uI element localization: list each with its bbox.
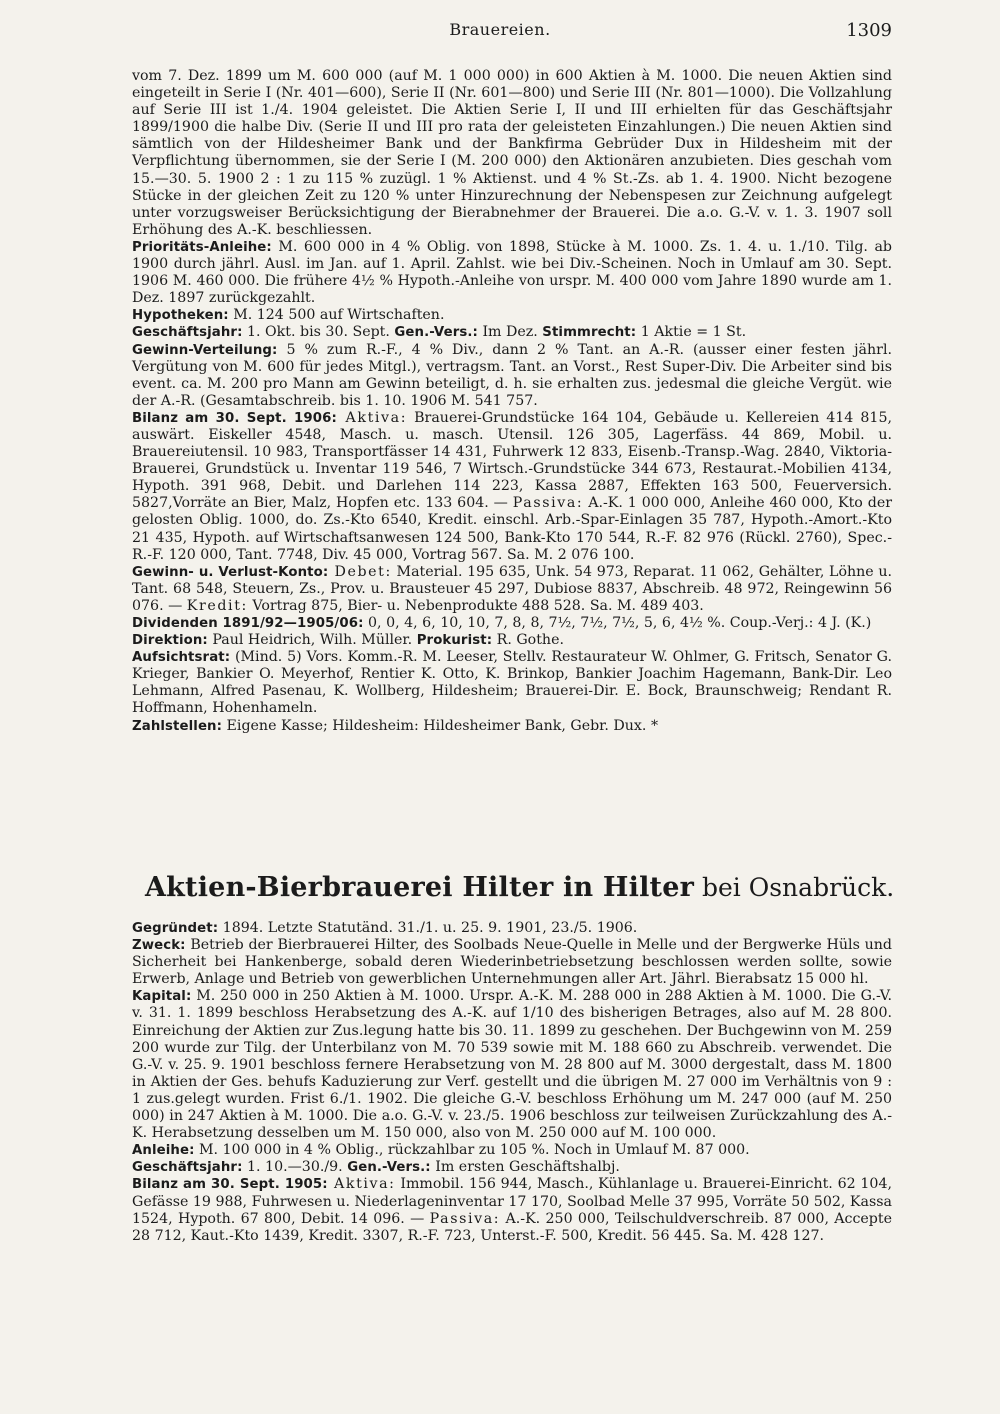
section-label: Kapital: xyxy=(132,989,192,1005)
entry-paragraph xyxy=(132,1176,892,1244)
entry-paragraph xyxy=(132,920,892,937)
section-label: Stimmrecht: xyxy=(542,325,637,341)
entry-paragraph xyxy=(132,649,892,717)
section-label: Gen.-Vers.: xyxy=(347,1160,431,1176)
subsection-label: Aktiva: xyxy=(336,409,408,426)
paragraph-text: 0, 0, 4, 6, 10, 10, 7, 8, 8, 7½, 7½, 7½, 5, 6, 4½ %. Coup.-Verj.: 4 J. (K.) xyxy=(363,615,872,631)
page-header xyxy=(0,20,1000,48)
running-title: Brauereien. xyxy=(449,20,551,39)
entry-paragraph xyxy=(132,307,892,324)
company-heading xyxy=(145,872,905,903)
section-label: Zahlstellen: xyxy=(132,718,223,734)
section-label: Gewinn- u. Verlust-Konto: xyxy=(132,564,329,580)
paragraph-text: 1. Okt. bis 30. Sept. xyxy=(242,324,395,341)
section-label: Bilanz am 30. Sept. 1906: xyxy=(132,410,337,426)
entry-paragraph xyxy=(132,632,892,649)
section-label: Bilanz am 30. Sept. 1905: xyxy=(132,1177,328,1193)
section-label: Geschäftsjahr: xyxy=(132,325,243,341)
entry-paragraph xyxy=(132,988,892,1142)
page-number: 1309 xyxy=(846,20,892,41)
paragraph-text: Immobil. 156 944, Masch., Kühlanlage u. Brauerei-Einricht. 62 104, Gefässe 19 988, Fuhrwesen u. Niederlageninventar 17 170, Soolbad Melle 37 995, Vorräte 50 502, Kassa 1524, Hypoth. 67 800, Debit. 14 096. — xyxy=(132,1176,892,1227)
entry-paragraph xyxy=(132,564,892,615)
paragraph-text: Paul Heidrich, Wilh. Müller. xyxy=(207,632,417,649)
entry-paragraph xyxy=(132,324,892,341)
paragraph-text: 5 % zum R.-F., 4 % Div., dann 2 % Tant. an A.-R. (ausser einer festen jährl. Vergütung von M. 600 für jedes Mitgl.), vertragsm. Tant. an Vorst., Rest Super-Div. Die Arbeiter sind bis event. ca. M. 200 pro Mann am Gewinn beteiligt, d. h. sie erhalten zus. jedesmal die gleiche Vergüt. wie der A.-R. (Gesamtabschreib. bis 1. 10. 1906 M. 541 757. xyxy=(132,341,892,409)
subsection-label: Kredit: xyxy=(186,597,248,614)
company-location: bei Osnabrück. xyxy=(694,873,895,902)
section-label: Gegründet: xyxy=(132,921,219,936)
section-label: Gen.-Vers.: xyxy=(394,325,478,341)
section-label: Aufsichtsrat: xyxy=(132,650,231,666)
entry-paragraph xyxy=(132,342,892,410)
paragraph-text: A.-K. 250 000, Teilschuldverschreib. 87 000, Accepte 28 712, Kaut.-Kto 1439, Kredit. 3307, R.-F. 723, Unterst.-F. 500, Kredit. 56 445. Sa. M. 428 127. xyxy=(132,1210,892,1244)
paragraph-text: Im Dez. xyxy=(477,324,543,341)
paragraph-text: Vortrag 875, Bier- u. Nebenprodukte 488 528. Sa. M. 489 403. xyxy=(247,597,704,614)
subsection-label: Passiva: xyxy=(429,1210,501,1227)
paragraph-text: Im ersten Geschäftshalbj. xyxy=(430,1159,620,1176)
paragraph-text: (Mind. 5) Vors. Komm.-R. M. Leeser, Stellv. Restaurateur W. Ohlmer, G. Fritsch, Senator G. Krieger, Bankier O. Meyerhof, Rentier K. Otto, K. Brinkop, Bankier Joachim Hagemann, Bank-Dir. Leo Lehmann, Alfred Pasenau, K. Wollberg, Hildesheim; Brauerei-Dir. E. Bock, Braunschweig; Rendant R. Hoffmann, Hohenhameln. xyxy=(132,649,892,717)
entry-paragraph xyxy=(132,68,892,239)
paragraph-text: vom 7. Dez. 1899 um M. 600 000 (auf M. 1 000 000) in 600 Aktien à M. 1000. Die neuen Aktien sind eingeteilt in Serie I (Nr. 401—600), Serie II (Nr. 601—800) und Serie III (Nr. 801—1000). Die Vollzahlung auf Serie III ist 1./4. 1904 geleistet. Die Aktien Serie I, II und III erhielten für das Geschäftsjahr 1899/1900 die halbe Div. (Serie II und III pro rata der geleisteten Einzahlungen.) Die neuen Aktien sind sämtlich von der Hildesheimer Bank und der Bankfirma Gebrüder Dux in Hildesheim mit der Verpflichtung übernommen, sie der Serie I (M. 200 000) den Aktionären anzubieten. Dies geschah vom 15.—30. 5. 1900 2 : 1 zu 115 % zuzügl. 1 % Aktienst. und 4 % St.-Zs. ab 1. 4. 1900. Nicht bezogene Stücke in der gleichen Zeit zu 120 % unter Hinzurechnung der Nebenspesen zur Zeichnung aufgelegt unter vorzugsweiser Berücksichtigung der Bierabnehmer der Brauerei. Die a.o. G.-V. v. 1. 3. 1907 soll Erhöhung des A.-K. beschliessen. xyxy=(132,68,892,238)
paragraph-text: Brauerei-Grundstücke 164 104, Gebäude u. Kellereien 414 815, auswärt. Eiskeller 4548, Masch. u. masch. Utensil. 126 305, Lagerfäss. 44 869, Mobil. u. Brauereiutensil. 10 983, Transportfässer 14 431, Fuhrwerk 12 833, Eisenb.-Transp.-Wag. 2840, Viktoria-Brauerei, Grundstück u. Inventar 119 546, 7 Wirtsch.-Grundstücke 344 673, Restaurat.-Mobilien 4134, Hypoth. 391 968, Debit. und Darlehen 114 223, Kassa 2887, Effekten 163 500, Feuerversich. 5827,Vorräte an Bier, Malz, Hopfen etc. 133 604. — xyxy=(132,409,892,512)
paragraph-text: 1. 10.—30./9. xyxy=(242,1159,348,1176)
entry-paragraph xyxy=(132,410,892,564)
entry-paragraph xyxy=(132,718,892,735)
brewery-entry-continued xyxy=(132,68,892,735)
company-name: Aktien-Bierbrauerei Hilter in Hilter xyxy=(145,872,695,903)
entry-paragraph xyxy=(132,1159,892,1176)
section-label: Geschäftsjahr: xyxy=(132,1160,243,1176)
paragraph-text: M. 600 000 in 4 % Oblig. von 1898, Stücke à M. 1000. Zs. 1. 4. u. 1./10. Tilg. ab 1900 durch jährl. Ausl. im Jan. auf 1. April. Zahlst. wie bei Div.-Scheinen. Noch in Umlauf am 30. Sept. 1906 M. 460 000. Die frühere 4½ % Hypoth.-Anleihe von urspr. M. 400 000 vom Jahre 1890 wurde am 1. Dez. 1897 zurückgezahlt. xyxy=(132,238,892,307)
paragraph-text: Material. 195 635, Unk. 54 973, Reparat. 11 062, Gehälter, Löhne u. Tant. 68 548, Steuern, Zs., Prov. u. Brausteuer 45 297, Dubiose 8837, Abschreib. 48 972, Reingewinn 56 076. — xyxy=(132,563,892,614)
paragraph-text: M. 250 000 in 250 Aktien à M. 1000. Urspr. A.-K. M. 288 000 in 288 Aktien à M. 1000. Die G.-V. v. 31. 1. 1899 beschloss Herabsetzung des A.-K. auf 1/10 des bisherigen Betrages, also auf M. 28 800. Einreichung der Aktien zur Zus.legung hatte bis 30. 11. 1899 zu geschehen. Der Buchgewinn von M. 259 200 wurde zur Tilg. der Unterbilanz von M. 70 539 sowie mit M. 188 660 zu Abschreib. verwendet. Die G.-V. v. 25. 9. 1901 beschloss fernere Herabsetzung von M. 28 800 auf M. 3000 dergestalt, dass M. 1800 in Aktien der Ges. behufs Kaduzierung zur Verf. gestellt und die übrigen M. 27 000 im Verhältnis von 9 : 1 zus.gelegt wurden. Frist 6./1. 1902. Die gleiche G.-V. beschloss Erhöhung um M. 247 000 (auf M. 250 000) in 247 Aktien à M. 1000. Die a.o. G.-V. v. 23./5. 1906 beschloss zur teilweisen Zurückzahlung des A.-K. Herabsetzung desselben um M. 150 000, also von M. 250 000 auf M. 100 000. xyxy=(132,988,892,1142)
section-label: Anleihe: xyxy=(132,1143,195,1159)
entry-paragraph xyxy=(132,239,892,307)
section-label: Hypotheken: xyxy=(132,308,229,324)
paragraph-text: M. 124 500 auf Wirtschaften. xyxy=(228,307,445,324)
section-label: Zweck: xyxy=(132,938,186,954)
section-label: Prioritäts-Anleihe: xyxy=(132,239,272,255)
paragraph-text: Eigene Kasse; Hildesheim: Hildesheimer Bank, Gebr. Dux. * xyxy=(222,717,659,734)
paragraph-text: Betrieb der Bierbrauerei Hilter, des Soolbads Neue-Quelle in Melle und der Bergwerke Hüls und Sicherheit bei Hankenberge, sobald deren Wiederinbetriebsetzung beschlossen werden sollte, sowie Erwerb, Anlage und Betrieb von gewerblichen Unternehmungen aller Art. Jährl. Bierabsatz 15 000 hl. xyxy=(132,937,892,988)
entry-paragraph xyxy=(132,1142,892,1159)
paragraph-text: M. 100 000 in 4 % Oblig., rückzahlbar zu 105 %. Noch in Umlauf M. 87 000. xyxy=(194,1142,750,1159)
entry-paragraph xyxy=(132,937,892,988)
section-label: Dividenden 1891/92—1905/06: xyxy=(132,616,364,631)
paragraph-text: A.-K. 1 000 000, Anleihe 460 000, Kto der gelosten Oblig. 1000, do. Zs.-Kto 6540, Kredit. einschl. Arb.-Spar-Einlagen 35 787, Hypoth.-Amort.-Kto 21 435, Hypoth. auf Wirtschaftsanwesen 124 500, Bank-Kto 170 544, R.-F. 82 976 (Rückl. 2760), Spec.-R.-F. 120 000, Tant. 7748, Div. 45 000, Vortrag 567. Sa. M. 2 076 100. xyxy=(132,495,892,563)
paragraph-text: R. Gothe. xyxy=(492,632,564,649)
subsection-label: Passiva: xyxy=(512,495,584,512)
entry-paragraph xyxy=(132,615,892,632)
subsection-label: Aktiva: xyxy=(327,1176,396,1193)
section-label: Direktion: xyxy=(132,633,208,649)
paragraph-text: 1894. Letzte Statutänd. 31./1. u. 25. 9. 1901, 23./5. 1906. xyxy=(218,920,638,936)
section-label: Prokurist: xyxy=(416,633,493,649)
section-label: Gewinn-Verteilung: xyxy=(132,342,278,358)
subsection-label: Debet: xyxy=(328,563,392,580)
paragraph-text: 1 Aktie = 1 St. xyxy=(636,324,747,341)
brewery-entry-hilter xyxy=(132,920,892,1245)
